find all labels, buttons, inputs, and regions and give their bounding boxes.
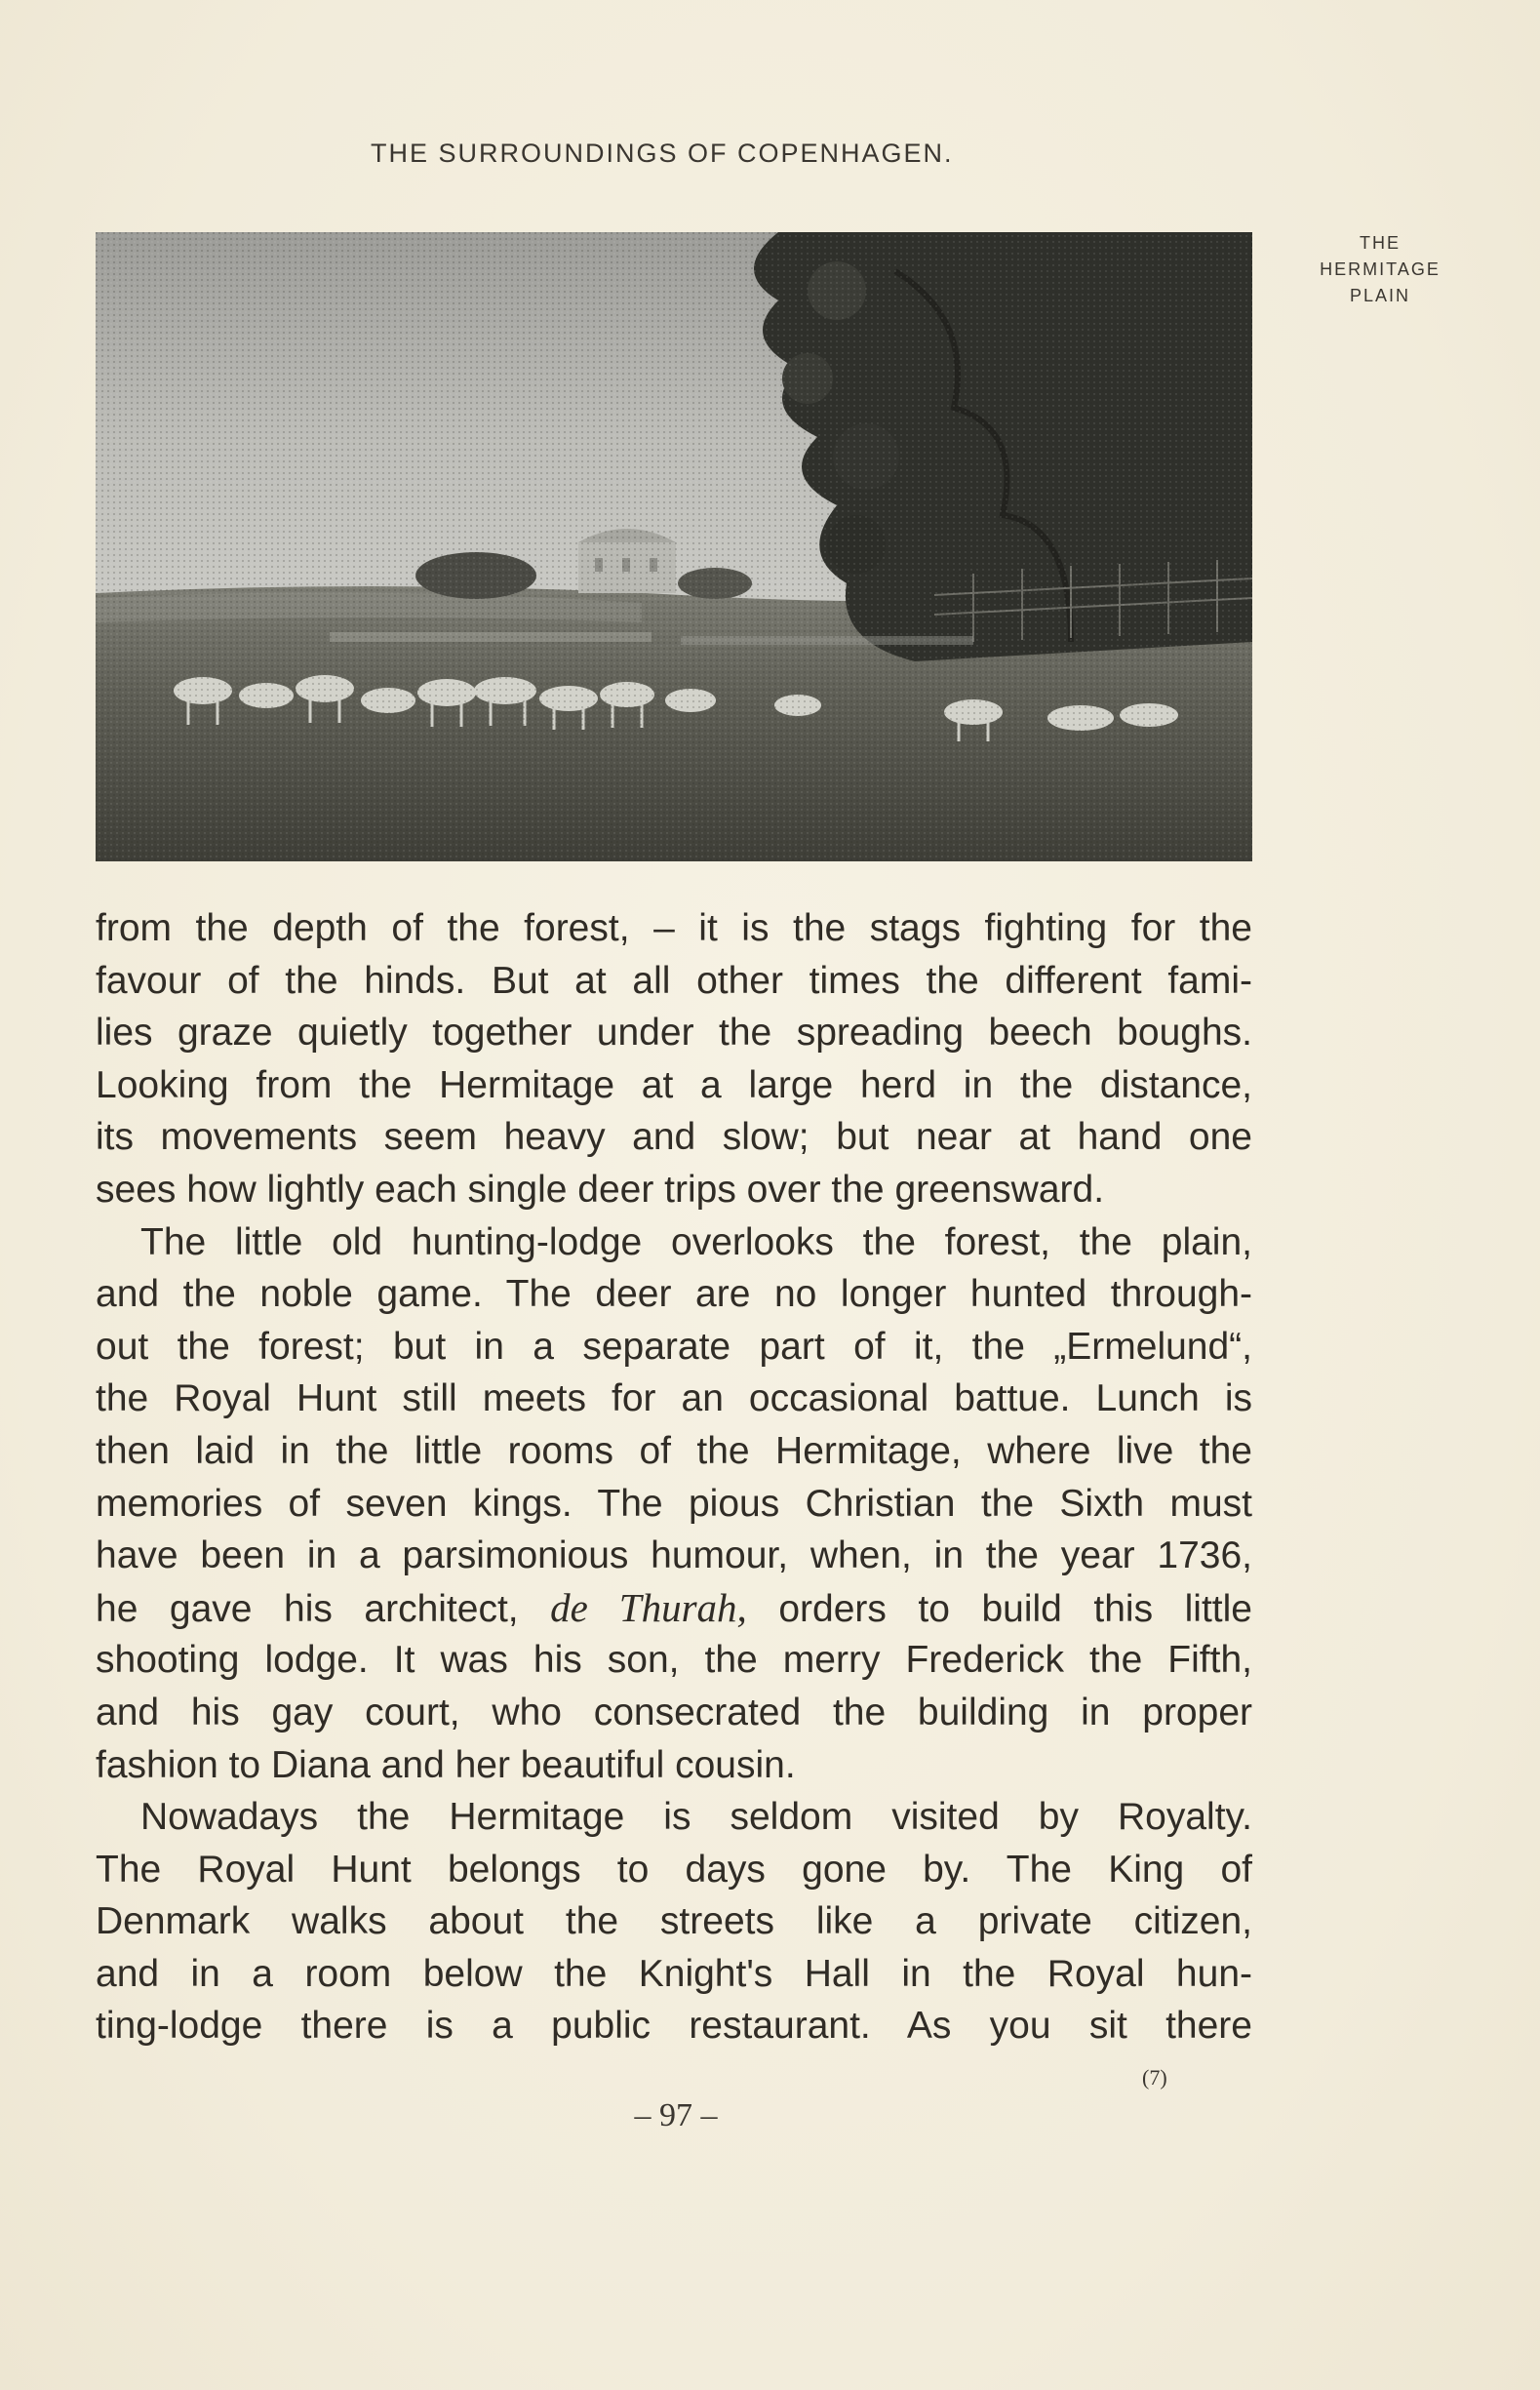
margin-note-line: HERMITAGE: [1320, 259, 1441, 279]
page-number: – 97 –: [634, 2097, 718, 2133]
text-line-with-italic: [96, 1582, 1252, 1635]
text-line: from the depth of the forest, – it is the stags fighting for the: [96, 907, 1252, 949]
text-line: and in a room below the Knight's Hall in the Royal hun-: [96, 1952, 1252, 1995]
text-line: its movements seem heavy and slow; but near at hand one: [96, 1116, 1252, 1159]
text-fragment: he gave his architect,: [96, 1587, 519, 1630]
margin-note-line: THE: [1360, 233, 1401, 253]
text-line: Looking from the Hermitage at a large herd in the distance,: [96, 1063, 1252, 1106]
text-line: ting-lodge there is a public restaurant. As you sit there: [96, 2005, 1252, 2048]
hermitage-photo: [96, 232, 1252, 861]
architect-name-italic: de Thurah,: [550, 1584, 747, 1630]
text-line: Nowadays the Hermitage is seldom visited by Royalty.: [140, 1796, 1252, 1839]
text-line: shooting lodge. It was his son, the merry Frederick the Fifth,: [96, 1639, 1252, 1682]
text-line: out the forest; but in a separate part of it, the „Ermelund“,: [96, 1325, 1252, 1368]
text-line: The little old hunting-lodge overlooks the forest, the plain,: [140, 1220, 1252, 1263]
text-line: and his gay court, who consecrated the building in proper: [96, 1691, 1252, 1733]
text-line: memories of seven kings. The pious Christian the Sixth must: [96, 1482, 1252, 1525]
text-line: sees how lightly each single deer trips over the greensward.: [96, 1168, 1105, 1211]
text-fragment: orders to build this little: [778, 1587, 1252, 1630]
halftone-grain: [96, 232, 1252, 861]
margin-note: [1292, 230, 1468, 309]
text-line: have been in a parsimonious humour, when, in the year 1736,: [96, 1534, 1252, 1577]
running-head: THE SURROUNDINGS OF COPENHAGEN.: [371, 139, 954, 168]
text-line: then laid in the little rooms of the Hermitage, where live the: [96, 1429, 1252, 1472]
photo-plate-hermitage-deer: [96, 232, 1252, 861]
margin-note-line: PLAIN: [1349, 286, 1411, 305]
signature-mark: (7): [1142, 2065, 1167, 2090]
text-line: lies graze quietly together under the spreading beech boughs.: [96, 1012, 1252, 1055]
text-line: Denmark walks about the streets like a private citizen,: [96, 1900, 1252, 1943]
body-text: [96, 902, 1252, 2052]
text-line: favour of the hinds. But at all other times the different fami-: [96, 959, 1252, 1002]
text-line: The Royal Hunt belongs to days gone by. The King of: [96, 1848, 1252, 1891]
text-line: the Royal Hunt still meets for an occasional battue. Lunch is: [96, 1377, 1252, 1420]
text-line: fashion to Diana and her beautiful cousin.: [96, 1743, 796, 1786]
text-line: and the noble game. The deer are no longer hunted through-: [96, 1273, 1252, 1316]
